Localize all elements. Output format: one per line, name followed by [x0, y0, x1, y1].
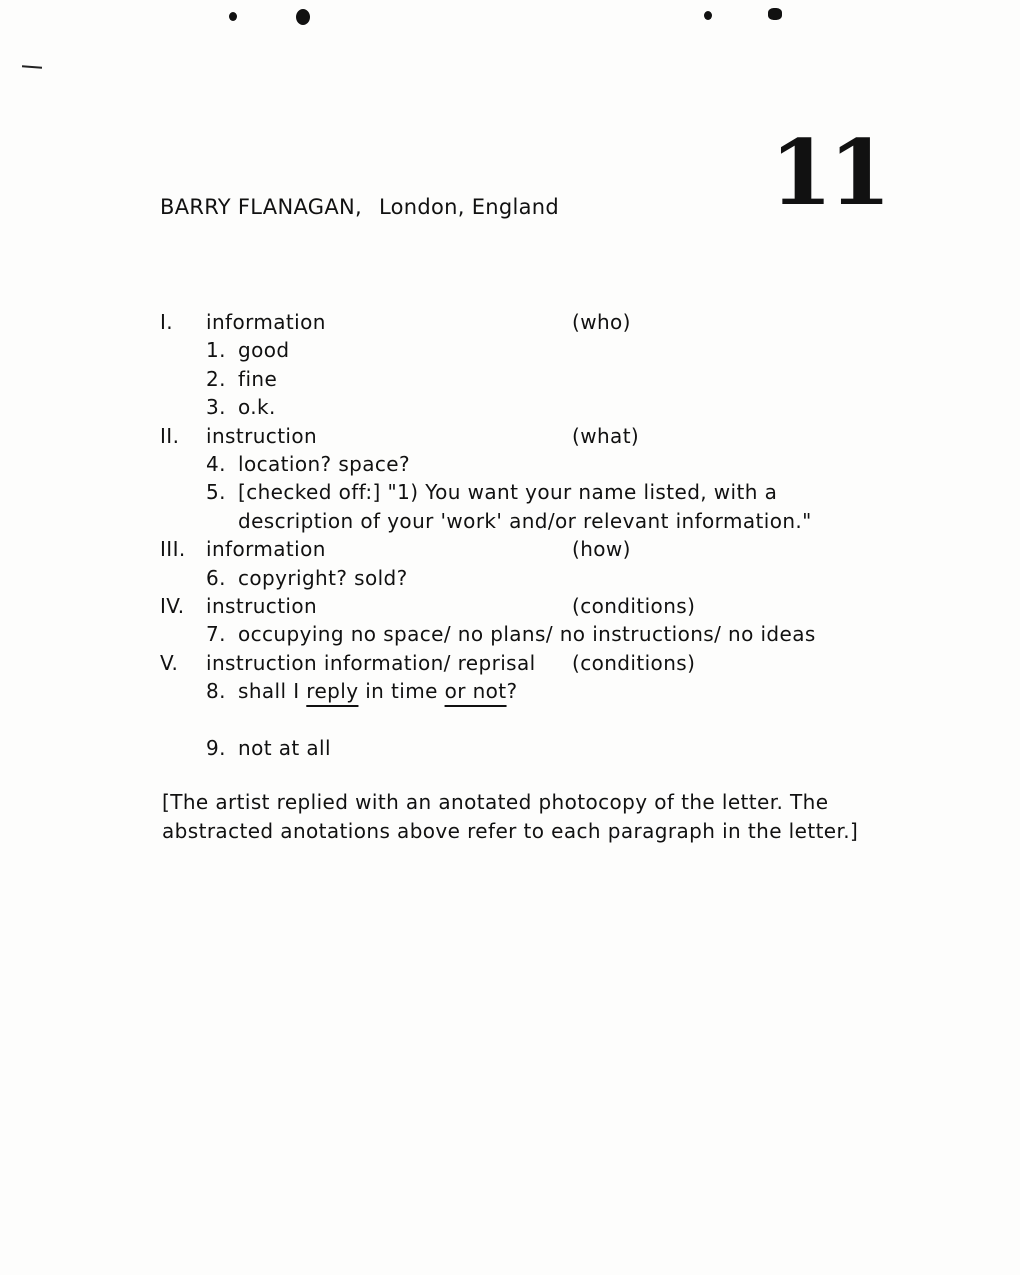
- section-qualifier: (what): [572, 423, 640, 448]
- section-heading: [160, 422, 860, 450]
- item-text: copyright? sold?: [238, 565, 408, 590]
- section-qualifier: (who): [572, 310, 631, 334]
- item-text: not at all: [238, 735, 331, 760]
- section-numeral: V.: [160, 650, 179, 675]
- item-text: o.k.: [238, 395, 276, 420]
- underlined-word-reply: reply: [306, 679, 359, 704]
- scan-speck: [296, 9, 310, 25]
- list-item: [160, 564, 860, 592]
- list-item-continuation: [160, 507, 860, 535]
- list-item: [160, 336, 860, 364]
- item-number: 5.: [206, 480, 226, 505]
- section-numeral: I.: [160, 310, 174, 334]
- item-number: 1.: [206, 338, 226, 363]
- section-numeral: II.: [160, 423, 180, 448]
- section-qualifier: (how): [572, 537, 631, 562]
- section-label: instruction information/ reprisal: [206, 650, 536, 675]
- list-item: [160, 393, 860, 421]
- item-number: 6.: [206, 565, 226, 590]
- section-label: information: [206, 537, 326, 562]
- section-heading: [160, 592, 860, 620]
- note-line: [The artist replied with an anotated photocopy of the letter. The: [162, 790, 829, 814]
- list-item: [160, 478, 860, 506]
- section-numeral: III.: [160, 537, 186, 562]
- document-header: [160, 195, 559, 219]
- section-label: instruction: [206, 423, 318, 448]
- list-item: [160, 365, 860, 393]
- item-text: occupying no space/ no plans/ no instructions/ no ideas: [238, 622, 816, 647]
- section-qualifier: (conditions): [572, 593, 696, 618]
- artist-name: BARRY FLANAGAN,: [160, 195, 362, 219]
- section-numeral: IV.: [160, 593, 185, 618]
- section-label: instruction: [206, 593, 318, 618]
- item-continuation-text: description of your 'work' and/or relevant information.": [238, 508, 812, 533]
- item-text-part: shall I: [238, 679, 307, 704]
- section-qualifier: (conditions): [572, 650, 696, 675]
- editorial-note: [162, 788, 862, 846]
- item-text: fine: [238, 366, 278, 391]
- item-number: 9.: [206, 735, 226, 760]
- underlined-phrase-or-not: or not: [444, 679, 507, 704]
- section-heading: [160, 308, 860, 336]
- page-number: 11: [770, 120, 888, 226]
- list-item: [160, 620, 860, 648]
- scan-mark: [22, 65, 42, 68]
- item-text: [238, 677, 518, 705]
- item-text-part: in time: [358, 679, 445, 704]
- section-heading: [160, 535, 860, 563]
- scan-speck: [768, 8, 782, 20]
- list-item: [160, 450, 860, 478]
- item-number: 7.: [206, 622, 226, 647]
- section-heading: [160, 649, 860, 677]
- item-number: 8.: [206, 679, 226, 704]
- list-item: [160, 677, 860, 705]
- artist-location: London, England: [378, 195, 560, 219]
- annotation-outline: [160, 308, 860, 762]
- item-number: 2.: [206, 366, 226, 391]
- section-label: information: [206, 310, 326, 334]
- item-number: 4.: [206, 451, 226, 476]
- list-item: [160, 734, 860, 762]
- item-text: location? space?: [238, 451, 411, 476]
- item-text: [checked off:] "1) You want your name listed, with a: [238, 480, 778, 505]
- note-line: abstracted anotations above refer to each paragraph in the letter.]: [162, 819, 859, 843]
- spacer: [160, 705, 860, 733]
- item-number: 3.: [206, 395, 226, 420]
- item-text-part: ?: [506, 679, 518, 704]
- scan-speck: [229, 12, 237, 21]
- item-text: good: [238, 338, 290, 363]
- scan-speck: [704, 11, 712, 20]
